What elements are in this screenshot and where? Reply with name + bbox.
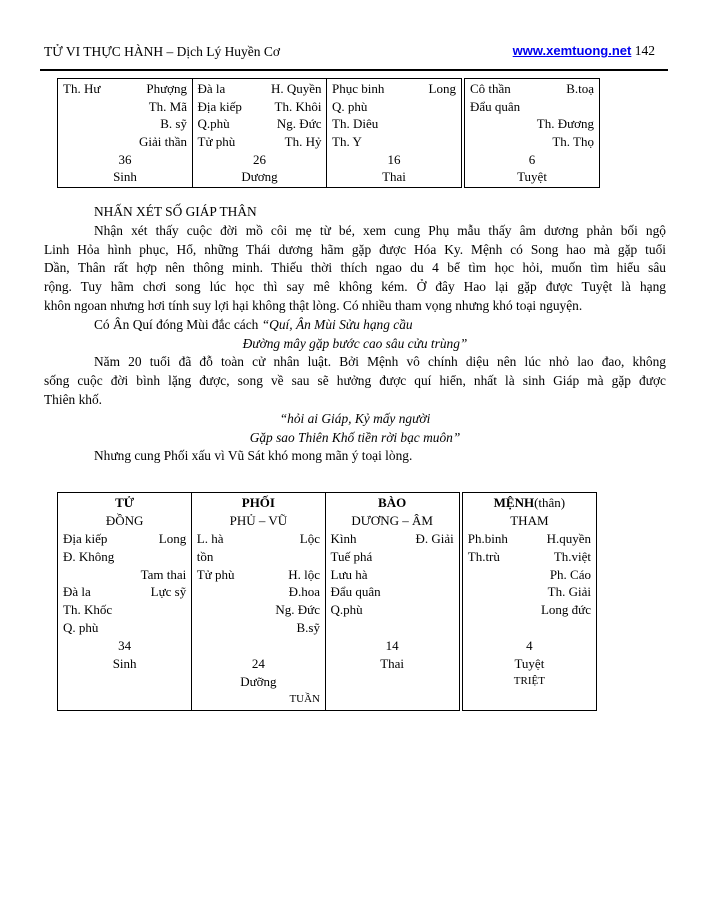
table-center-text: Sinh bbox=[112, 656, 137, 672]
star-left: Đẩu quân bbox=[330, 584, 381, 600]
star-right: H. lộc bbox=[288, 566, 320, 582]
star-row bbox=[63, 133, 187, 151]
star-row bbox=[331, 530, 454, 548]
star-row bbox=[332, 115, 456, 133]
page-title: TỬ VI THỰC HÀNH – Dịch Lý Huyền Cơ bbox=[44, 44, 281, 59]
text-line: Nhưng cung Phối xấu vì Vũ Sát khó mong mãn ý toại lòng. bbox=[94, 448, 413, 464]
star-right: Lộc bbox=[299, 530, 320, 546]
body-text bbox=[44, 203, 666, 466]
star-row bbox=[197, 530, 320, 548]
palace-header bbox=[197, 494, 320, 512]
table-center-text: 34 bbox=[118, 638, 132, 654]
star-row bbox=[63, 566, 186, 584]
bottom-astro-table bbox=[57, 492, 597, 711]
text-line: “hỏi ai Giáp, Kỷ mấy người bbox=[279, 410, 431, 426]
star-right: Th. Thọ bbox=[552, 134, 594, 150]
star-right: Đ.hoa bbox=[288, 584, 320, 600]
palace-main-stars: THAM bbox=[510, 512, 549, 528]
star-right: H.quyền bbox=[546, 530, 591, 546]
table-center-text bbox=[331, 619, 454, 637]
palace-cell bbox=[462, 492, 597, 711]
table-center-text: 36 bbox=[118, 151, 132, 167]
palace-name-suffix: (thân) bbox=[534, 495, 566, 510]
star-row bbox=[197, 601, 320, 619]
star-left: Đà la bbox=[63, 584, 91, 600]
star-row bbox=[468, 530, 591, 548]
star-row bbox=[197, 691, 320, 709]
palace-name: TỬ bbox=[115, 495, 135, 510]
table-center-text bbox=[331, 691, 454, 709]
table-center-text bbox=[331, 673, 454, 691]
star-left: tồn bbox=[196, 548, 214, 564]
table-center-text: 6 bbox=[528, 151, 536, 167]
palace-header bbox=[468, 494, 591, 512]
star-right: Th. Hỷ bbox=[284, 134, 322, 150]
star-right: Th. Khôi bbox=[274, 98, 322, 114]
star-row bbox=[468, 548, 591, 566]
star-row bbox=[63, 115, 187, 133]
table-center-text: TRIỆT bbox=[513, 674, 545, 687]
palace-main-stars: DƯƠNG – ÂM bbox=[351, 512, 433, 528]
text-line: sống cuộc đời bình lặng được, song về sau sẽ hưởng được quí hiển, nhất là sinh Giáp mà gặp được bbox=[44, 373, 666, 389]
table-center-text: Tuyệt bbox=[517, 169, 547, 185]
text-line: Thiên khố. bbox=[44, 391, 103, 407]
text-line: Nhận xét thấy cuộc đời mồ côi mẹ từ bé, xem cung Phụ mẫu thấy âm dương phản bối ngộ bbox=[94, 222, 666, 238]
star-right: Giải thần bbox=[138, 134, 187, 150]
star-row bbox=[468, 601, 591, 619]
palace-name: PHỐI bbox=[241, 495, 275, 510]
star-row bbox=[198, 133, 322, 151]
star-right: B.toạ bbox=[566, 81, 594, 96]
palace-name: BÀO bbox=[378, 495, 407, 510]
star-left: Th. Y bbox=[332, 134, 362, 150]
text-line: NHẤN XÉT SỐ GIÁP THÂN bbox=[94, 204, 257, 219]
table-center-text bbox=[468, 619, 591, 637]
table-center-text: 14 bbox=[385, 638, 399, 654]
text-line: rộng. Tuy hãm chơi song lúc học thì say mê không kém. Ở đây Hao lại gặp được Tuyệt là hạng bbox=[44, 279, 666, 295]
palace-cell bbox=[192, 78, 328, 188]
palace-cell bbox=[57, 78, 193, 188]
table-center-text: 16 bbox=[387, 151, 401, 167]
header-rule bbox=[40, 69, 668, 71]
star-right: Long bbox=[428, 81, 456, 96]
table-center-text bbox=[63, 673, 186, 691]
table-center-text bbox=[63, 691, 186, 709]
table-center-text: 24 bbox=[251, 656, 265, 672]
star-left: Đ. Không bbox=[63, 548, 115, 564]
star-row bbox=[198, 115, 322, 133]
star-row bbox=[468, 566, 591, 584]
table-center-text: 4 bbox=[526, 638, 533, 654]
star-row bbox=[332, 80, 456, 98]
star-left: Địa kiếp bbox=[63, 530, 108, 546]
text-line: Dần, Thân rất hợp nên thông minh. Thiếu thời thích ngao du 4 bể tìm học hỏi, muốn tìm hiểu sâu bbox=[44, 260, 666, 276]
star-row bbox=[63, 80, 187, 98]
star-left: Q.phù bbox=[330, 602, 363, 618]
star-left: Đà la bbox=[197, 81, 226, 96]
star-left: Đẩu quân bbox=[470, 98, 521, 114]
table-center-text: Thai bbox=[380, 656, 405, 672]
palace-name: MỆNH bbox=[493, 495, 535, 510]
star-row bbox=[63, 98, 187, 116]
table-center-text: Thai bbox=[382, 169, 406, 185]
star-right: Th. Giải bbox=[547, 584, 591, 600]
star-row bbox=[332, 98, 456, 116]
star-left: Q. phù bbox=[63, 620, 99, 636]
star-row bbox=[63, 619, 186, 637]
table-center-text: Tuyệt bbox=[514, 656, 545, 672]
text-line: Gặp sao Thiên Khố tiền rời bạc muôn” bbox=[249, 429, 461, 445]
star-left: Ph.binh bbox=[467, 530, 508, 546]
star-right: B.sỹ bbox=[296, 620, 320, 636]
star-row bbox=[197, 548, 320, 566]
star-right: Long đức bbox=[540, 602, 591, 618]
star-right: Ng. Đức bbox=[276, 116, 322, 132]
star-row bbox=[197, 619, 320, 637]
star-right: Th.việt bbox=[553, 548, 591, 564]
star-left: Th.trù bbox=[467, 548, 500, 564]
palace-main-stars: ĐỒNG bbox=[105, 512, 144, 528]
palace-cell bbox=[464, 78, 600, 188]
star-left: Th. Diêu bbox=[332, 116, 379, 132]
star-right: Long bbox=[158, 530, 187, 546]
star-left: Địa kiếp bbox=[197, 98, 242, 114]
star-right: B. sỹ bbox=[160, 116, 187, 132]
header-right bbox=[513, 43, 655, 59]
star-row bbox=[470, 115, 594, 133]
top-astro-table bbox=[57, 78, 600, 188]
star-left: Phục binh bbox=[332, 81, 385, 96]
star-row bbox=[197, 566, 320, 584]
star-left: Tử phù bbox=[197, 134, 236, 150]
text-line bbox=[94, 316, 666, 335]
table-center-text: Dương bbox=[241, 169, 278, 185]
star-row bbox=[470, 80, 594, 98]
star-left: Th. Khốc bbox=[63, 602, 113, 618]
table-center-text: Sinh bbox=[113, 169, 137, 185]
star-right: Đ. Giải bbox=[415, 530, 454, 546]
star-row bbox=[470, 133, 594, 151]
star-left: Th. Hư bbox=[63, 81, 101, 96]
palace-cell bbox=[191, 492, 326, 711]
star-left: Kình bbox=[330, 530, 357, 546]
star-row bbox=[197, 583, 320, 601]
palace-cell bbox=[326, 78, 462, 188]
palace-cell bbox=[325, 492, 460, 711]
table-center-text: 26 bbox=[253, 151, 266, 167]
star-right: Lực sỹ bbox=[150, 584, 187, 600]
quote-intro: Có Ân Quí đóng Mùi đắc cách bbox=[94, 316, 262, 332]
star-left: Lưu hà bbox=[330, 566, 368, 582]
text-line: khôn ngoan nhưng hơi tính suy lợi hại không thật lòng. Có nhiều tham vọng nhưng khó toại nguyện. bbox=[44, 297, 583, 313]
star-row bbox=[332, 133, 456, 151]
site-link[interactable]: www.xemtuong.net bbox=[512, 43, 632, 58]
star-right: Ng. Đức bbox=[275, 602, 320, 618]
star-row bbox=[331, 583, 454, 601]
star-left: Q.phù bbox=[197, 116, 230, 132]
table-center-text bbox=[197, 637, 320, 655]
star-right: Phượng bbox=[146, 81, 187, 96]
palace-cell bbox=[57, 492, 192, 711]
palace-header bbox=[331, 494, 454, 512]
page-number: 142 bbox=[634, 43, 655, 58]
star-row bbox=[198, 98, 322, 116]
star-row bbox=[63, 548, 186, 566]
palace-main-stars: PHỦ – VŨ bbox=[229, 512, 288, 528]
palace-header bbox=[63, 494, 186, 512]
text-line: Đường mây gặp bước cao sâu cửu trùng” bbox=[242, 335, 468, 351]
star-right: Th. Đương bbox=[536, 116, 594, 132]
table-center-text bbox=[468, 691, 591, 709]
star-left: Tử phù bbox=[196, 566, 235, 582]
star-right: TUẦN bbox=[289, 692, 320, 705]
star-left: Q. phù bbox=[332, 98, 368, 114]
star-left: Tuế phá bbox=[330, 548, 373, 564]
star-left: Cô thần bbox=[470, 81, 511, 96]
star-row bbox=[63, 601, 186, 619]
star-row bbox=[331, 566, 454, 584]
star-row bbox=[331, 601, 454, 619]
star-row bbox=[468, 583, 591, 601]
star-right: Tam thai bbox=[140, 566, 187, 582]
star-row bbox=[470, 98, 594, 116]
text-line: Năm 20 tuổi đã đỗ toàn cử nhân luật. Bởi Mệnh vô chính diệu nên lúc nhỏ lao đao, không bbox=[94, 354, 666, 370]
star-row bbox=[63, 530, 186, 548]
quote-text: “Quí, Ân Mùi Sửu hạng cầu bbox=[261, 316, 413, 332]
text-line: Linh Hỏa hình phục, Hổ, những Thái dương hãm gặp được Hóa Ky. Mệnh có Song hao mà gặp tuổi bbox=[44, 241, 666, 257]
star-row bbox=[331, 548, 454, 566]
star-right: H. Quyền bbox=[270, 81, 322, 96]
star-left: L. hà bbox=[196, 530, 224, 546]
table-center-text: Dưỡng bbox=[240, 673, 277, 689]
star-row bbox=[63, 583, 186, 601]
star-row bbox=[198, 80, 322, 98]
star-right: Th. Mã bbox=[148, 98, 187, 114]
star-right: Ph. Cáo bbox=[549, 566, 591, 582]
